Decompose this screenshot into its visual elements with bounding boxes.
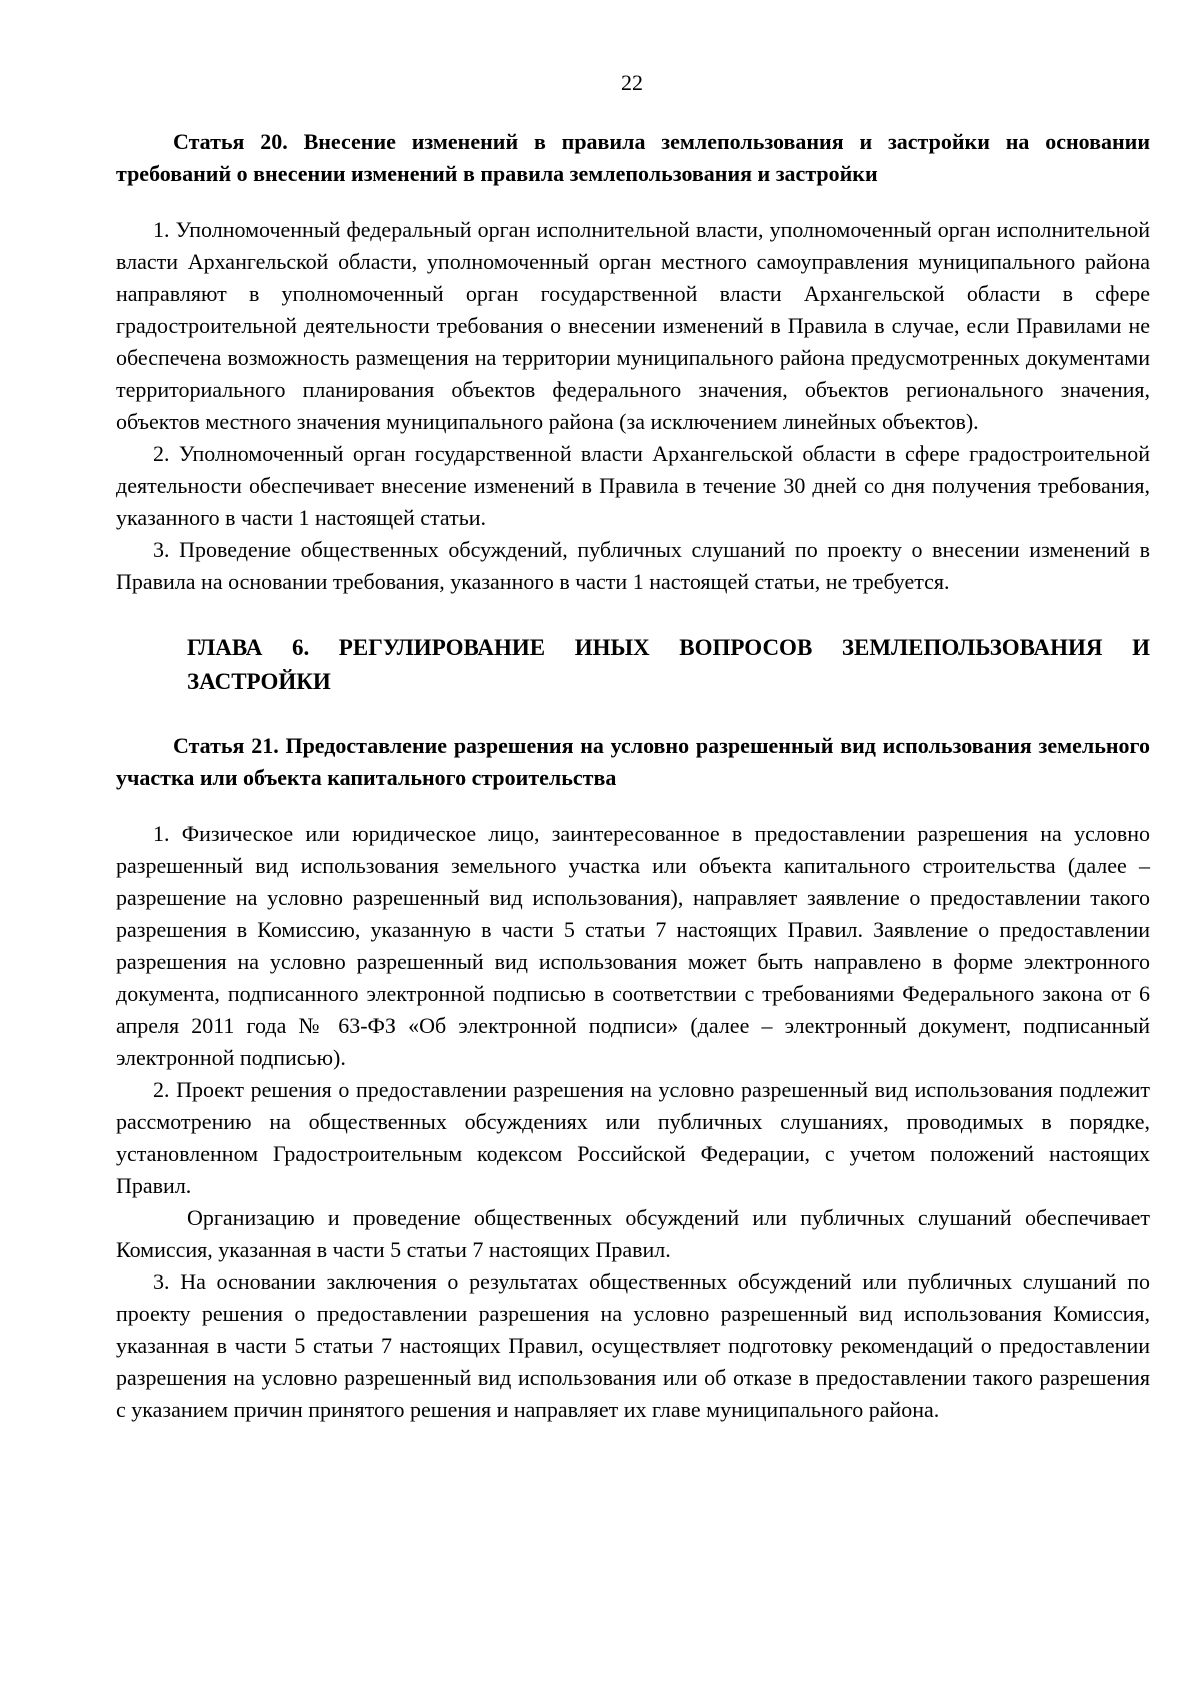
article-21-title: Статья 21. Предоставление разрешения на условно разрешенный вид использования земельного участка или объекта капитального строительства <box>116 733 1150 790</box>
article-21-paragraph-1: 1. Физическое или юридическое лицо, заинтересованное в предоставлении разрешения на условно разрешенный вид использования земельного участка или объекта капитального строительства (далее – разрешение на условно разрешенный вид использования), направляет заявление о предоставлении такого разрешения в Комиссию, указанную в части 5 статьи 7 настоящих Правил. Заявление о предоставлении разрешения на условно разрешенный вид использования может быть направлено в форме электронного документа, подписанного электронной подписью в соответствии с требованиями Федерального закона от 6 апреля 2011 года № 63-ФЗ «Об электронной подписи» (далее – электронный документ, подписанный электронной подписью). <box>116 821 1150 1070</box>
article-21-paragraph-3: 3. На основании заключения о результатах общественных обсуждений или публичных слушаний по проекту решения о предоставлении разрешения на условно разрешенный вид использования Комиссия, указанная в части 5 статьи 7 настоящих Правил, осуществляет подготовку рекомендаций о предоставлении разрешения на условно разрешенный вид использования или об отказе в предоставлении такого разрешения с указанием причин принятого решения и направляет их главе муниципального района. <box>116 1269 1150 1422</box>
article-20-paragraph-1: 1. Уполномоченный федеральный орган исполнительной власти, уполномоченный орган исполнительной власти Архангельской области, уполномоченный орган местного самоуправления муниципального района направляют в уполномоченный орган государственной власти Архангельской области в сфере градостроительной деятельности требования о внесении изменений в Правила в случае, если Правилами не обеспечена возможность размещения на территории муниципального района предусмотренных документами территориального планирования объектов федерального значения, объектов регионального значения, объектов местного значения муниципального района (за исключением линейных объектов). <box>116 217 1150 434</box>
page-number: 22 <box>621 70 643 95</box>
article-20-title: Статья 20. Внесение изменений в правила землепользования и застройки на основании требований о внесении изменений в правила землепользования и застройки <box>116 129 1150 186</box>
document-body <box>116 126 1150 1426</box>
article-21-paragraph-2: 2. Проект решения о предоставлении разрешения на условно разрешенный вид использования подлежит рассмотрению на общественных обсуждениях или публичных слушаниях, проводимых в порядке, установленном Градостроительным кодексом Российской Федерации, с учетом положений настоящих Правил. <box>116 1077 1150 1198</box>
chapter-6-title: ГЛАВА 6. РЕГУЛИРОВАНИЕ ИНЫХ ВОПРОСОВ ЗЕМЛЕПОЛЬЗОВАНИЯ И ЗАСТРОЙКИ <box>187 635 1150 694</box>
article-21-paragraph-2-continuation: Организацию и проведение общественных обсуждений или публичных слушаний обеспечивает Комиссия, указанная в части 5 статьи 7 настоящих Правил. <box>116 1205 1150 1262</box>
article-20-paragraph-3: 3. Проведение общественных обсуждений, публичных слушаний по проекту о внесении изменений в Правила на основании требования, указанного в части 1 настоящей статьи, не требуется. <box>116 537 1150 594</box>
article-20-paragraph-2: 2. Уполномоченный орган государственной власти Архангельской области в сфере градостроительной деятельности обеспечивает внесение изменений в Правила в течение 30 дней со дня получения требования, указанного в части 1 настоящей статьи. <box>116 441 1150 530</box>
